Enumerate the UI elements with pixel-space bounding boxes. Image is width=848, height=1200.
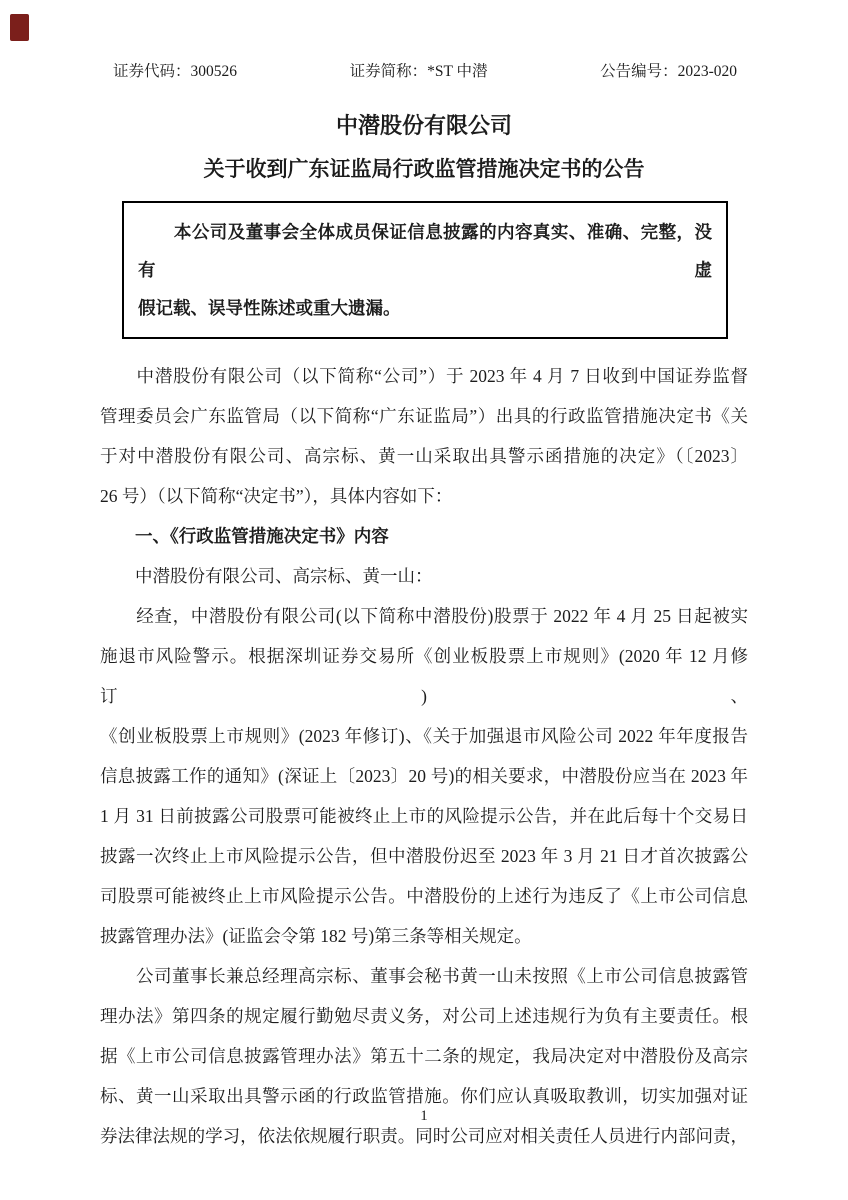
text-line: 假记载、误导性陈述或重大遗漏。 [138, 298, 401, 318]
text-line: 于对中潜股份有限公司、高宗标、黄一山采取出具警示函措施的决定》（〔2023〕 [100, 446, 748, 466]
text-line: 披露一次终止上市风险提示公告，但中潜股份迟至 2023 年 3 月 21 日才首次披露公 [100, 846, 748, 866]
responsibility-paragraph [100, 956, 748, 1156]
company-name-title: 中潜股份有限公司 [335, 113, 512, 138]
text-line: 券法律法规的学习，依法依规履行职责。同时公司应对相关责任人员进行内部问责， [100, 1126, 748, 1146]
disclosure-statement-box [122, 201, 728, 339]
text-line: 标、黄一山采取出具警示函的行政监管措施。你们应认真吸取教训，切实加强对证 [100, 1086, 748, 1106]
announcement-title: 关于收到广东证监局行政监管措施决定书的公告 [203, 157, 645, 181]
text-line: 1 月 31 日前披露公司股票可能被终止上市的风险提示公告，并在此后每十个交易日 [100, 806, 748, 826]
findings-paragraph [100, 596, 748, 956]
stock-code: 证券代码：300526 [113, 63, 238, 80]
text-line: 《创业板股票上市规则》(2023 年修订)、《关于加强退市风险公司 2022 年年度报告 [100, 726, 748, 746]
text-line: 本公司及董事会全体成员保证信息披露的内容真实、准确、完整，没有虚 [138, 222, 712, 280]
text-line: 中潜股份有限公司（以下简称“公司”）于 2023 年 4 月 7 日收到中国证券监督 [100, 366, 748, 386]
text-line: 经查，中潜股份有限公司(以下简称中潜股份)股票于 2022 年 4 月 25 日起被实 [100, 606, 748, 626]
announcement-number: 公告编号：2023-020 [600, 63, 737, 80]
text-line: 据《上市公司信息披露管理办法》第五十二条的规定，我局决定对中潜股份及高宗 [100, 1046, 748, 1066]
page-number: 1 [420, 1108, 428, 1124]
text-line: 司股票可能被终止上市风险提示公告。中潜股份的上述行为违反了《上市公司信息 [100, 886, 748, 906]
document-header [100, 0, 748, 82]
scan-artifact-mark [10, 14, 29, 41]
text-line: 施退市风险警示。根据深圳证券交易所《创业板股票上市规则》(2020 年 12 月修订)、 [100, 646, 748, 706]
text-line: 管理委员会广东监管局（以下简称“广东证监局”）出具的行政监管措施决定书《关 [100, 406, 748, 426]
stock-abbr: 证券简称：*ST 中潜 [349, 63, 488, 80]
text-line: 披露管理办法》(证监会令第 182 号)第三条等相关规定。 [100, 926, 532, 946]
text-line: 理办法》第四条的规定履行勤勉尽责义务，对公司上述违规行为负有主要责任。根 [100, 1006, 748, 1026]
text-line: 公司董事长兼总经理高宗标、董事会秘书黄一山未按照《上市公司信息披露管 [100, 966, 748, 986]
section-1-heading: 一、《行政监管措施决定书》内容 [135, 526, 389, 546]
text-line: 26 号）（以下简称“决定书”），具体内容如下： [100, 486, 453, 506]
salutation-line: 中潜股份有限公司、高宗标、黄一山： [135, 566, 433, 586]
intro-paragraph [100, 356, 748, 516]
text-line: 信息披露工作的通知》(深证上〔2023〕20 号)的相关要求，中潜股份应当在 2023 年 [100, 766, 748, 786]
